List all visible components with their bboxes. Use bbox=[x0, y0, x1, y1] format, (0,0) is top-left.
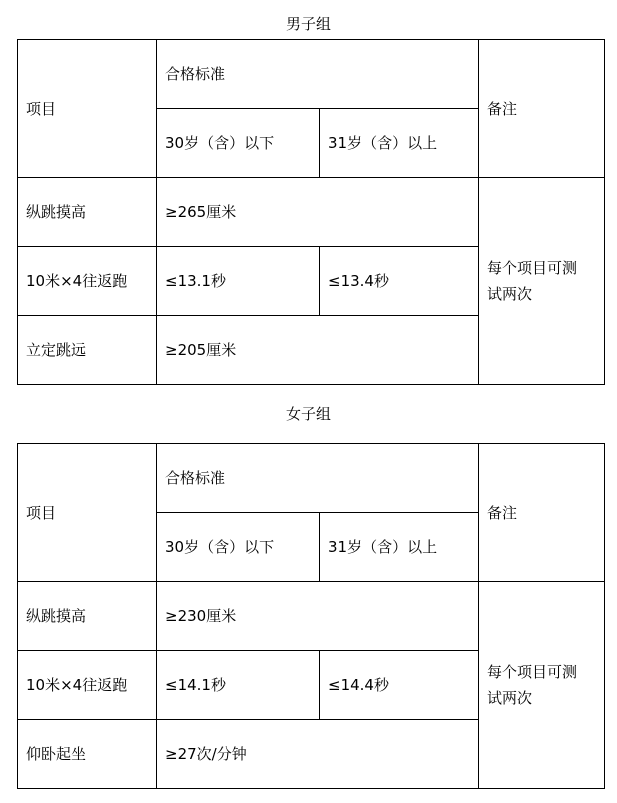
table-row bbox=[18, 178, 605, 247]
row-standard-young: ≤14.1秒 bbox=[157, 651, 320, 720]
male-group-title: 男子组 bbox=[285, 15, 331, 33]
header-age-old: 31岁（含）以上 bbox=[320, 513, 479, 582]
remark-cell: 每个项目可测试两次 bbox=[479, 582, 605, 789]
row-item: 仰卧起坐 bbox=[18, 720, 157, 789]
header-item: 项目 bbox=[18, 40, 157, 178]
female-group-title: 女子组 bbox=[285, 405, 331, 423]
row-item: 10米×4往返跑 bbox=[18, 247, 157, 316]
row-item: 纵跳摸高 bbox=[18, 582, 157, 651]
header-age-young: 30岁（含）以下 bbox=[157, 109, 320, 178]
row-standard-young: ≤13.1秒 bbox=[157, 247, 320, 316]
row-standard: ≥205厘米 bbox=[157, 316, 479, 385]
row-standard-old: ≤14.4秒 bbox=[320, 651, 479, 720]
header-age-young: 30岁（含）以下 bbox=[157, 513, 320, 582]
row-standard: ≥265厘米 bbox=[157, 178, 479, 247]
header-item: 项目 bbox=[18, 444, 157, 582]
row-item: 立定跳远 bbox=[18, 316, 157, 385]
header-age-old: 31岁（含）以上 bbox=[320, 109, 479, 178]
table-row bbox=[18, 582, 605, 651]
female-standards-table bbox=[17, 443, 605, 789]
row-standard: ≥230厘米 bbox=[157, 582, 479, 651]
header-remark: 备注 bbox=[479, 40, 605, 178]
remark-cell: 每个项目可测试两次 bbox=[479, 178, 605, 385]
header-standard: 合格标准 bbox=[157, 40, 479, 109]
row-item: 纵跳摸高 bbox=[18, 178, 157, 247]
table-header-row bbox=[18, 444, 605, 513]
row-item: 10米×4往返跑 bbox=[18, 651, 157, 720]
header-remark: 备注 bbox=[479, 444, 605, 582]
row-standard: ≥27次/分钟 bbox=[157, 720, 479, 789]
header-standard: 合格标准 bbox=[157, 444, 479, 513]
table-header-row bbox=[18, 40, 605, 109]
row-standard-old: ≤13.4秒 bbox=[320, 247, 479, 316]
male-standards-table bbox=[17, 39, 605, 385]
